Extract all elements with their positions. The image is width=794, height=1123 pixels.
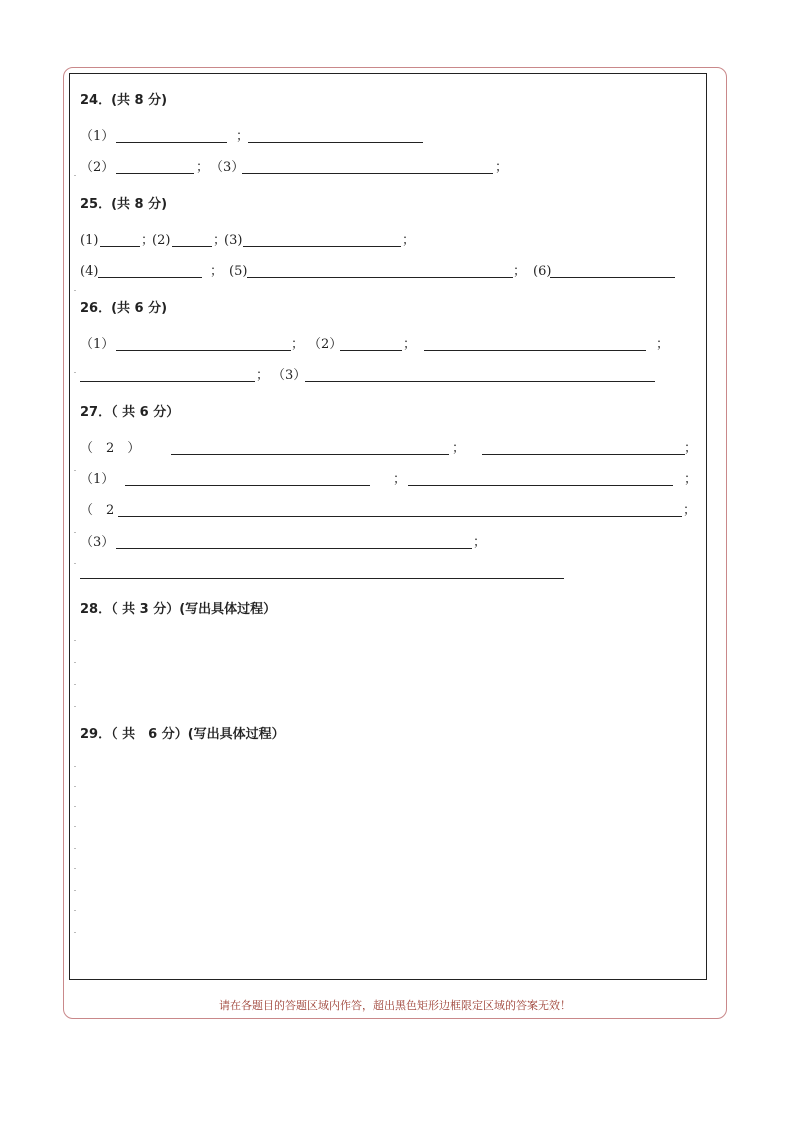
- q25-blank-2[interactable]: [172, 246, 212, 247]
- q25-separator: ；: [513, 264, 527, 279]
- q28-answer-space[interactable]: [80, 624, 700, 719]
- q25-blank-6[interactable]: [550, 277, 675, 278]
- q27-blank-2[interactable]: [482, 454, 685, 455]
- margin-mark: [74, 532, 76, 533]
- q25-blank-5[interactable]: [247, 277, 513, 278]
- margin-mark: [74, 706, 76, 707]
- q26-title: 26．(共 6 分): [80, 301, 168, 316]
- q25-separator: ；: [141, 233, 155, 248]
- q24-part1-label: （1）: [80, 129, 115, 144]
- q25-part2-label: (2): [152, 233, 171, 248]
- q27-blank-5[interactable]: [118, 516, 682, 517]
- q26-blank-1[interactable]: [116, 350, 291, 351]
- q27-part3-label: （3）: [80, 535, 115, 550]
- q24-blank-1[interactable]: [116, 142, 227, 143]
- margin-mark: [74, 848, 76, 849]
- q24-title: 24．(共 8 分): [80, 93, 168, 108]
- q25-part6-label: (6): [533, 264, 552, 279]
- margin-mark: [74, 868, 76, 869]
- q25-blank-4[interactable]: [98, 277, 202, 278]
- q27-blank-6[interactable]: [116, 548, 472, 549]
- margin-mark: [74, 563, 76, 564]
- q26-separator: ；: [291, 337, 305, 352]
- q24-blank-2[interactable]: [248, 142, 423, 143]
- q24-separator: ；: [236, 129, 250, 144]
- q26-part3-label: （3）: [272, 368, 307, 383]
- q27-title: 27．（ 共 6 分）: [80, 405, 180, 420]
- q25-part4-label: (4): [80, 264, 99, 279]
- q29-answer-space[interactable]: [80, 750, 700, 970]
- q27-part2-label: （ 2: [80, 503, 115, 518]
- margin-mark: [74, 372, 76, 373]
- q26-part1-label: （1）: [80, 337, 115, 352]
- q27-separator: ；: [452, 441, 466, 456]
- q25-end: ；: [402, 233, 416, 248]
- margin-mark: [74, 640, 76, 641]
- q27-end: ；: [683, 503, 697, 518]
- q24-part2-label: （2）: [80, 160, 115, 175]
- margin-mark: [74, 826, 76, 827]
- q25-separator: ；: [213, 233, 227, 248]
- q26-blank-4[interactable]: [80, 381, 255, 382]
- q27-blank-3[interactable]: [125, 485, 370, 486]
- margin-mark: [74, 662, 76, 663]
- margin-mark: [74, 470, 76, 471]
- margin-mark: [74, 290, 76, 291]
- q27-end: ；: [473, 535, 487, 550]
- q25-part3-label: (3): [224, 233, 243, 248]
- q28-title: 28．（ 共 3 分）(写出具体过程）: [80, 602, 277, 617]
- q27-blank-1[interactable]: [171, 454, 449, 455]
- q26-end: ；: [656, 337, 670, 352]
- q25-part1-label: (1): [80, 233, 99, 248]
- q25-separator: ；: [210, 264, 224, 279]
- q29-title: 29．（ 共 6 分）(写出具体过程）: [80, 727, 285, 742]
- q24-part3-label: （3）: [210, 160, 245, 175]
- q26-blank-2[interactable]: [340, 350, 402, 351]
- margin-mark: [74, 932, 76, 933]
- footer-warning: 请在各题目的答题区域内作答，超出黑色矩形边框限定区域的答案无效！: [219, 999, 571, 1012]
- q24-blank-3[interactable]: [116, 173, 194, 174]
- q26-blank-5[interactable]: [305, 381, 655, 382]
- q26-separator: ；: [403, 337, 417, 352]
- q25-title: 25．(共 8 分): [80, 197, 168, 212]
- q25-part5-label: (5): [229, 264, 248, 279]
- q24-separator: ；: [196, 160, 210, 175]
- q27-part1-label: （1）: [80, 472, 115, 487]
- margin-mark: [74, 806, 76, 807]
- q26-blank-3[interactable]: [424, 350, 646, 351]
- margin-mark: [74, 786, 76, 787]
- q25-blank-1[interactable]: [100, 246, 140, 247]
- margin-mark: [74, 766, 76, 767]
- q27-row1-label: （ 2 ）: [80, 441, 141, 456]
- q24-end: ；: [495, 160, 509, 175]
- q27-blank-7[interactable]: [80, 578, 564, 579]
- q25-blank-3[interactable]: [243, 246, 401, 247]
- q27-end: ；: [684, 441, 698, 456]
- q27-separator: ；: [393, 472, 407, 487]
- q27-end: ；: [684, 472, 698, 487]
- margin-mark: [74, 910, 76, 911]
- q27-blank-4[interactable]: [408, 485, 673, 486]
- margin-mark: [74, 890, 76, 891]
- q24-blank-4[interactable]: [242, 173, 493, 174]
- q26-part2-label: （2）: [308, 337, 343, 352]
- q26-separator: ；: [256, 368, 270, 383]
- margin-mark: [74, 684, 76, 685]
- margin-mark: [74, 175, 76, 176]
